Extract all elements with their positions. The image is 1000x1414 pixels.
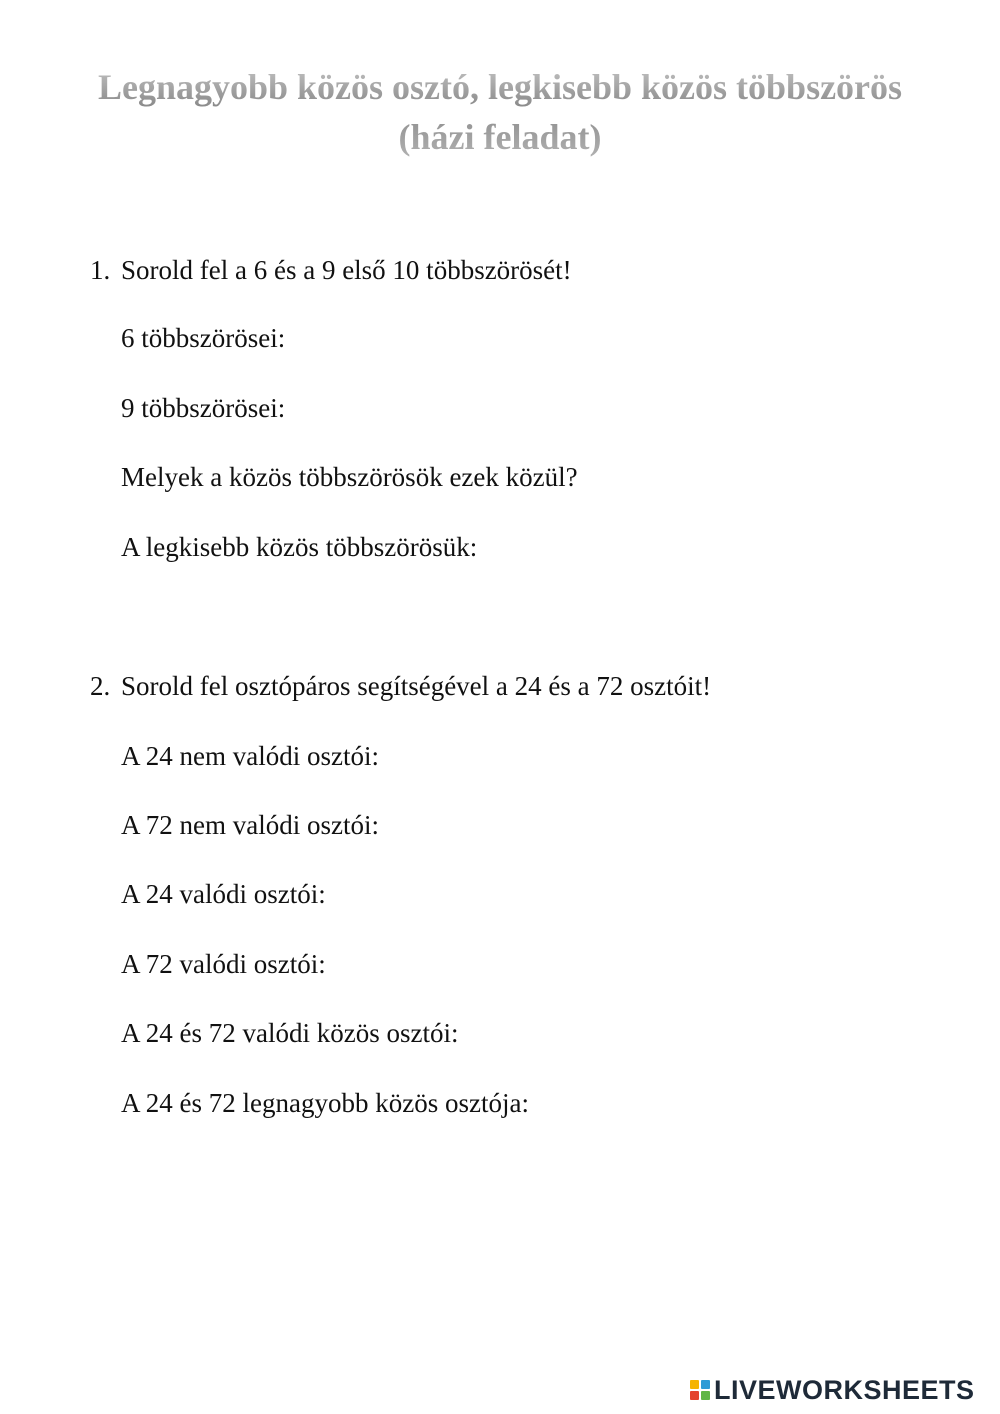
liveworksheets-logo bbox=[690, 1374, 975, 1406]
task2-line-24-trivial-divisors: A 24 nem valódi osztói: bbox=[121, 741, 379, 771]
task1-number: 1. bbox=[90, 255, 111, 285]
task1-heading: Sorold fel a 6 és a 9 első 10 többszörösét! bbox=[121, 255, 572, 285]
task1-line-multiples-6: 6 többszörösei: bbox=[121, 323, 286, 353]
title-line-1: Legnagyobb közös osztó, legkisebb közös többszörös bbox=[97, 67, 903, 107]
task2-line-72-proper-divisors: A 72 valódi osztói: bbox=[121, 949, 326, 979]
title-line-2: (házi feladat) bbox=[398, 117, 602, 157]
task1-line-lcm: A legkisebb közös többszörösük: bbox=[121, 532, 478, 562]
worksheet-title bbox=[0, 62, 1000, 162]
task1-line-common-multiples: Melyek a közös többszörösök ezek közül? bbox=[121, 462, 578, 492]
task2-line-24-proper-divisors: A 24 valódi osztói: bbox=[121, 879, 326, 909]
task2-heading: Sorold fel osztópáros segítségével a 24 és a 72 osztóit! bbox=[121, 671, 712, 701]
task1-line-multiples-9: 9 többszörösei: bbox=[121, 393, 286, 423]
task2-line-72-trivial-divisors: A 72 nem valódi osztói: bbox=[121, 810, 379, 840]
liveworksheets-logo-text: LIVEWORKSHEETS bbox=[714, 1374, 975, 1405]
task2-line-gcd: A 24 és 72 legnagyobb közös osztója: bbox=[121, 1088, 529, 1118]
task2-line-common-proper-divisors: A 24 és 72 valódi közös osztói: bbox=[121, 1018, 459, 1048]
liveworksheets-logo-icon bbox=[690, 1380, 710, 1400]
task2-number: 2. bbox=[90, 671, 111, 701]
